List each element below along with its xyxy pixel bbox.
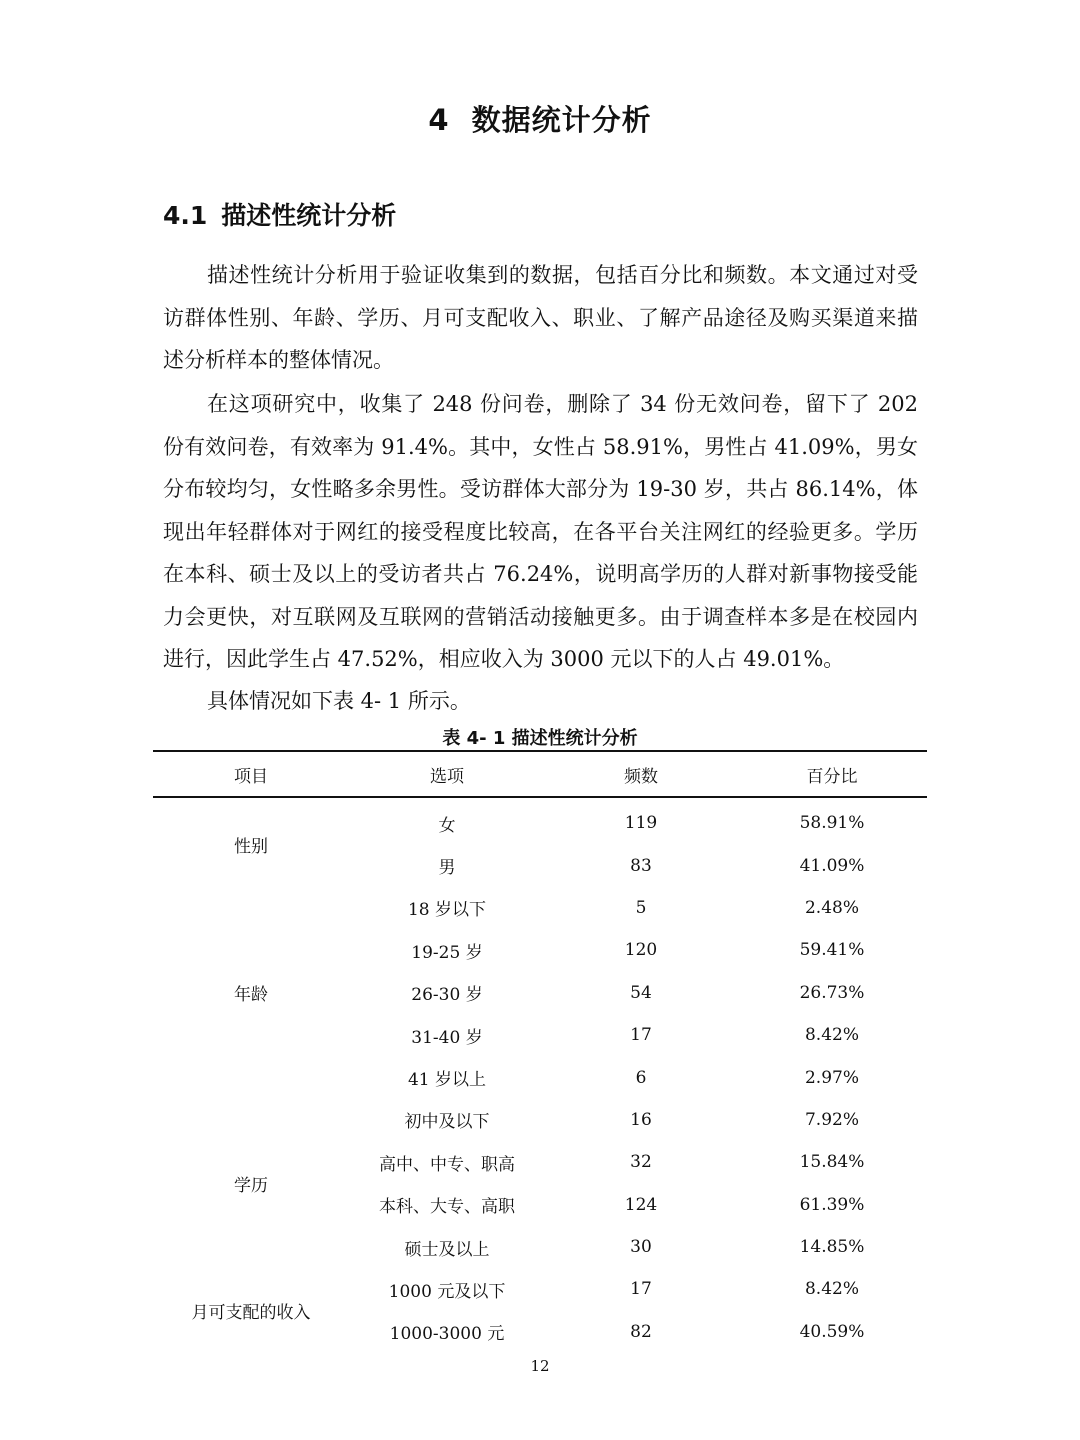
count-cell: 124 [624, 1194, 658, 1215]
paragraph-results: 在这项研究中，收集了 248 份问卷，删除了 34 份无效问卷，留下了 202 份有效问卷，有效率为 91.4%。其中，女性占 58.91%，男性占 41.09%，男女分布较均匀，女性略多余男性。受访群体大部分为 19-30 岁，共占 86.14%，体现出年轻群体对于网红的接受程度比较高，在各平台关注网红的经验更多。学历在本科、硕士及以上的受访者共占 76.24%，说明高学历的人群对新事物接受能力会更快，对互联网及互联网的营销活动接触更多。由于调查样本多是在校园内进行，因此学生占 47.52%，相应收入为 3000 元以下的人占 49.01%。 [163, 392, 918, 671]
percent-cell: 58.91% [799, 813, 865, 834]
percent-cell: 40.59% [799, 1321, 865, 1342]
descriptive-stats-table [153, 750, 927, 1353]
option-cell: 19-25 岁 [411, 942, 483, 963]
chapter-title [0, 98, 1080, 139]
percent-cell: 2.97% [804, 1067, 859, 1088]
section-title-text: 描述性统计分析 [221, 201, 397, 230]
option-cell: 1000-3000 元 [389, 1324, 505, 1345]
percent-cell: 59.41% [799, 940, 865, 961]
table-row [153, 1099, 927, 1141]
header-count: 频数 [545, 751, 737, 797]
chapter-title-text: 数据统计分析 [471, 103, 652, 137]
group-label: 月可支配的收入 [191, 1303, 311, 1324]
header-percent: 百分比 [737, 751, 927, 797]
option-cell: 41 岁以上 [407, 1070, 487, 1091]
option-cell: 初中及以下 [404, 1112, 490, 1133]
option-cell: 1000 元及以下 [388, 1281, 506, 1302]
option-cell: 男 [438, 858, 456, 879]
count-cell: 16 [630, 1109, 652, 1130]
count-cell: 32 [630, 1152, 652, 1173]
option-cell: 31-40 岁 [411, 1027, 483, 1048]
option-cell: 女 [438, 815, 456, 836]
header-option: 选项 [349, 751, 545, 797]
table-body [153, 797, 927, 1353]
section-number: 4.1 [163, 201, 208, 230]
table-row [153, 887, 927, 929]
percent-cell: 8.42% [804, 1025, 859, 1046]
group-label: 性别 [234, 836, 268, 857]
table-header-row [153, 751, 927, 797]
option-cell: 高中、中专、职高 [379, 1154, 515, 1175]
percent-cell: 15.84% [799, 1152, 865, 1173]
count-cell: 119 [624, 813, 658, 834]
percent-cell: 61.39% [799, 1194, 865, 1215]
option-cell: 硕士及以上 [404, 1239, 490, 1260]
group-label: 学历 [234, 1176, 268, 1197]
paragraph-intro: 描述性统计分析用于验证收集到的数据，包括百分比和频数。本文通过对受访群体性别、年龄、学历、月可支配收入、职业、了解产品途径及购买渠道来描述分析样本的整体情况。 [163, 263, 918, 372]
percent-cell: 26.73% [799, 982, 865, 1003]
count-cell: 120 [624, 940, 658, 961]
option-cell: 26-30 岁 [411, 985, 483, 1006]
percent-cell: 14.85% [799, 1237, 865, 1258]
option-cell: 18 岁以下 [407, 900, 487, 921]
count-cell: 6 [635, 1067, 647, 1088]
percent-cell: 2.48% [804, 897, 859, 918]
paragraph-table-ref: 具体情况如下表 4- 1 所示。 [207, 689, 471, 713]
percent-cell: 7.92% [804, 1109, 859, 1130]
count-cell: 30 [630, 1237, 652, 1258]
descriptive-stats-table-wrapper [153, 750, 927, 1353]
table-caption: 表 4- 1 描述性统计分析 [442, 728, 638, 749]
count-cell: 54 [630, 982, 652, 1003]
count-cell: 83 [630, 855, 652, 876]
option-cell: 本科、大专、高职 [379, 1197, 515, 1218]
section-title [163, 196, 396, 232]
chapter-number: 4 [428, 103, 450, 137]
count-cell: 5 [635, 897, 647, 918]
page-number: 12 [530, 1357, 550, 1375]
table-row [153, 797, 927, 844]
count-cell: 17 [630, 1025, 652, 1046]
percent-cell: 8.42% [804, 1279, 859, 1300]
header-item: 项目 [153, 751, 349, 797]
group-label: 年龄 [234, 985, 268, 1006]
count-cell: 82 [630, 1321, 652, 1342]
percent-cell: 41.09% [799, 855, 865, 876]
count-cell: 17 [630, 1279, 652, 1300]
table-row [153, 1268, 927, 1310]
